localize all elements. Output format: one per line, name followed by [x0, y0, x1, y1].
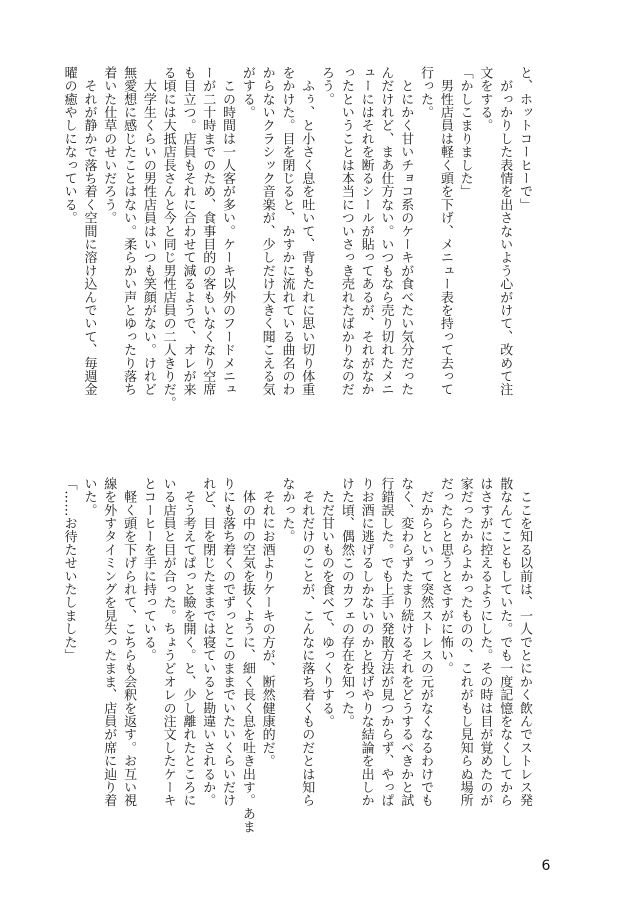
text-line: れど、目を閉じたままでは寝ていると勘違いされるか。 [200, 477, 216, 807]
text-line: と、ホットコーヒーで」 [517, 66, 532, 212]
text-line: なかった。 [279, 477, 295, 543]
text-line: それだけのことが、こんなに落ち着くものだとは知ら [299, 477, 315, 807]
text-line: がっかりした表情を出さないよう心がけて、改めて注 [497, 66, 513, 396]
text-line: ーが二十時までのため、食事目的の客もいなくなり空席 [200, 66, 216, 396]
text-line: ふぅ、と小さく息を吐いて、背もたれに思い切り体重 [299, 66, 315, 396]
text-line: 「かしこまりました」 [457, 66, 473, 198]
text-line: 無愛想に感じたことはない。柔らかい声とゆったり落ち [121, 66, 137, 396]
text-line: だからといって突然ストレスの元がなくなるわけでも [418, 477, 434, 807]
text-line: けた頃、偶然このカフェの存在を知った。 [338, 477, 354, 728]
text-line: る頃には大抵店長さんと今と同じ男性店員の二人きりだ。 [160, 66, 176, 410]
text-line: りお酒に逃げるしかないのかと投げやりな結論を出しか [358, 477, 374, 807]
text-line: も目立つ。店員もそれに合わせて減るようで、オレが来 [180, 66, 196, 396]
text-line: ューにはそれを断るシールが貼ってあるが、それがなか [358, 66, 374, 396]
text-line: 行錯誤した。でも上手い発散方法が見つからず、やっぱ [378, 477, 394, 807]
text-line: ただ甘いものを食べて、ゆっくりする。 [319, 477, 335, 728]
text-line: 体の中の空気を抜くように、細く長く息を吐き出す。あま [239, 477, 255, 834]
text-line: 軽く頭を下げられて、こちらも会釈を返す。お互い視 [121, 477, 137, 807]
text-line: りにも落ち着くのでずっとこのままでいたいくらいだけ [220, 477, 236, 807]
text-line: とコーヒーを手に持っている。 [140, 477, 156, 662]
text-line: この時間は一人客が多い。ケーキ以外のフードメニュ [220, 66, 236, 396]
text-line: んだけれど、まあ仕方ない。いつもなら売り切れたメニ [378, 66, 394, 396]
upper-text-block [61, 66, 534, 442]
text-line: 男性店員は軽く頭を下げ、メニュー表を持って去って [437, 66, 453, 396]
text-line: 行った。 [418, 66, 434, 119]
text-line: ここを知る以前は、一人でとにかく飲んでストレス発 [517, 477, 532, 807]
text-line: 曜の癒やしになっている。 [61, 66, 77, 225]
text-line: それが静かで落ち着く空間に溶け込んでいて、毎週金 [81, 66, 97, 396]
text-line: からないクラシック音楽が、少しだけ大きく聞こえる気 [259, 66, 275, 396]
text-line: 「……お待たせいたしました」 [61, 477, 77, 662]
text-line: 文をする。 [477, 66, 493, 132]
text-line: がする。 [239, 66, 255, 119]
text-line: だったらと思うとさすがに怖い。 [437, 477, 453, 675]
text-line: いた。 [81, 477, 97, 517]
text-line: ったということは本当についさっき売れたばかりなのだ [338, 66, 354, 396]
text-line: とにかく甘いチョコ系のケーキが食べたい気分だった [398, 66, 414, 396]
text-line: 着いた仕草のせいだろう。 [101, 66, 117, 225]
text-line: 大学生くらいの男性店員はいつも笑顔がない。けれど [140, 66, 156, 396]
text-line: をかけた。目を閉じると、かすかに流れている曲名のわ [279, 66, 295, 396]
text-line: なく、変わらずたまり続けるそれをどうするべきかと試 [398, 477, 414, 807]
text-line: はさすがに控えるようにした。その時は目が覚めたのが [477, 477, 493, 807]
lower-text-block [61, 477, 534, 840]
text-line: ろう。 [319, 66, 335, 106]
text-line: それにお酒よりケーキの方が、断然健康的だ。 [259, 477, 275, 768]
text-line: そう考えてぱっと瞼を開く。と、少し離れたところに [180, 477, 196, 807]
text-line: いる店員と目が合った。ちょうどオレの注文したケーキ [160, 477, 176, 807]
text-line: 線を外すタイミングを見失ったまま、店員が席に辿り着 [101, 477, 117, 807]
text-line: 散なんてこともしていた。でも一度記憶をなくしてから [497, 477, 513, 807]
text-line: 家だったからよかったものの、これがもし見知らぬ場所 [457, 477, 473, 807]
page-number: 6 [541, 858, 551, 874]
